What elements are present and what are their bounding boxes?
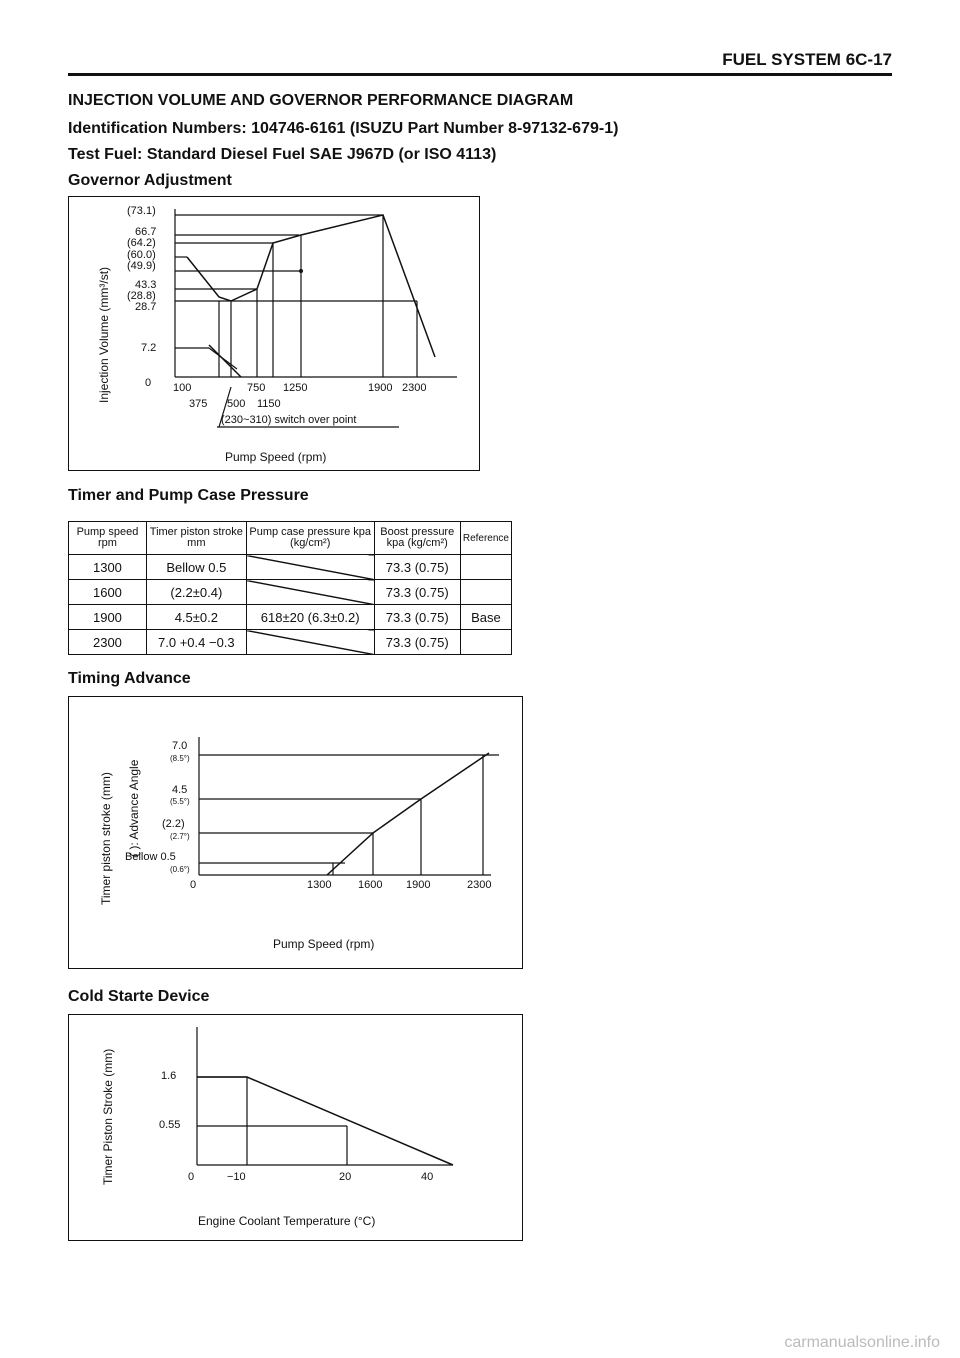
table-cell: 73.3 (0.75) [374,630,460,655]
table-cell: 4.5±0.2 [146,605,246,630]
table-cell: 2300 [69,630,147,655]
table-header-cell: Reference [460,522,511,555]
timing-xtick: 0 [190,879,197,891]
gov-low-curve [209,345,241,377]
table-cell: 73.3 (0.75) [374,580,460,605]
timer-pressure-table [68,521,512,655]
timing-xtick: 1300 [307,879,332,891]
table-cell-slashed [246,580,374,605]
timing-xtick: 1900 [406,879,431,891]
gov-xtick: 375 [189,398,208,410]
table-cell: 1300 [69,555,147,580]
timing-chart-box [68,696,523,969]
gov-ytick: 0 [145,377,152,389]
table-header-row [69,522,512,555]
table-cell: Base [460,605,511,630]
cold-start-chart [69,1015,522,1240]
cold-xtick: 40 [421,1171,434,1183]
gov-ytick: (60.0) [127,249,156,261]
watermark: carmanualsonline.info [784,1334,940,1351]
timer-table-heading: Timer and Pump Case Pressure [68,487,309,504]
table-cell: 1600 [69,580,147,605]
table-header-cell: Boost pressure kpa (kg/cm²) [374,522,460,555]
timing-ytick: Bellow 0.5 [125,851,176,863]
table-cell: 7.0 +0.4 −0.3 [146,630,246,655]
table-header-cell: Pump speed rpm [69,522,147,555]
timing-angle: (8.5°) [170,754,190,763]
gov-ytick: (64.2) [127,237,156,249]
cold-ytick: 1.6 [161,1070,177,1082]
timing-heading: Timing Advance [68,670,191,687]
table-cell-slashed [246,555,374,580]
header-rule [68,73,892,76]
timing-ylabel: Timer piston stroke (mm) [99,772,113,905]
cold-start-heading: Cold Starte Device [68,988,210,1005]
timing-angle: (2.7°) [170,832,190,841]
gov-ytick: (73.1) [127,205,156,217]
table-cell: 73.3 (0.75) [374,555,460,580]
table-cell: 73.3 (0.75) [374,605,460,630]
gov-xtick: 2300 [402,382,427,394]
timing-curve [327,753,489,875]
timing-angle: (0.6°) [170,865,190,874]
cold-curve [197,1077,453,1165]
table-cell: 618±20 (6.3±0.2) [246,605,374,630]
gov-ytick: 28.7 [135,301,157,313]
gov-ylabel: Injection Volume (mm³/st) [97,266,111,403]
governor-chart-box [68,196,480,471]
table-cell [460,555,511,580]
gov-ytick: (28.8) [127,290,156,302]
gov-xtick: 1250 [283,382,308,394]
identification-line: Identification Numbers: 104746-6161 (ISUZU Part Number 8-97132-679-1) [68,120,619,137]
timing-ylabel2: ( ): Advance Angle [127,759,141,857]
cold-xtick: 20 [339,1171,352,1183]
gov-ytick: 7.2 [141,342,157,354]
gov-xtick: 100 [173,382,192,394]
test-fuel-line: Test Fuel: Standard Diesel Fuel SAE J967D (or ISO 4113) [68,146,497,163]
timing-angle: (5.5°) [170,797,190,806]
doc-title: INJECTION VOLUME AND GOVERNOR PERFORMANCE DIAGRAM [68,92,574,109]
timing-ytick: 7.0 [172,740,188,752]
gov-xtick: 1900 [368,382,393,394]
table-row [69,630,512,655]
cold-xtick: 0 [188,1171,195,1183]
gov-note: (230~310) switch over point [221,414,357,426]
gov-xtick: 1150 [257,398,281,410]
gov-xtick: 500 [227,398,246,410]
table-cell [460,630,511,655]
gov-xlabel: Pump Speed (rpm) [225,450,327,464]
table-cell: 1900 [69,605,147,630]
gov-curve [187,215,435,357]
gov-xtick: 750 [247,382,266,394]
table-row [69,605,512,630]
table-cell: Bellow 0.5 [146,555,246,580]
timing-xlabel: Pump Speed (rpm) [273,937,375,951]
table-header-cell: Timer piston stroke mm [146,522,246,555]
table-cell-slashed [246,630,374,655]
gov-ytick: 43.3 [135,279,157,291]
gov-ytick: 66.7 [135,226,157,238]
cold-xlabel: Engine Coolant Temperature (°C) [198,1214,376,1228]
gov-point-marker [299,269,303,273]
table-cell [460,580,511,605]
section-header: FUEL SYSTEM 6C-17 [722,50,892,69]
governor-heading: Governor Adjustment [68,172,232,189]
timing-xtick: 2300 [467,879,492,891]
gov-ytick: (49.9) [127,260,156,272]
table-row [69,555,512,580]
table-row [69,580,512,605]
table-header-cell: Pump case pressure kpa (kg/cm²) [246,522,374,555]
cold-xtick: −10 [227,1171,246,1183]
cold-ylabel: Timer Piston Stroke (mm) [101,1048,115,1185]
cold-start-chart-box [68,1014,523,1241]
timing-ytick: (2.2) [162,818,185,830]
cold-ytick: 0.55 [159,1119,181,1131]
table-cell: (2.2±0.4) [146,580,246,605]
timing-ytick: 4.5 [172,784,188,796]
timing-xtick: 1600 [358,879,383,891]
